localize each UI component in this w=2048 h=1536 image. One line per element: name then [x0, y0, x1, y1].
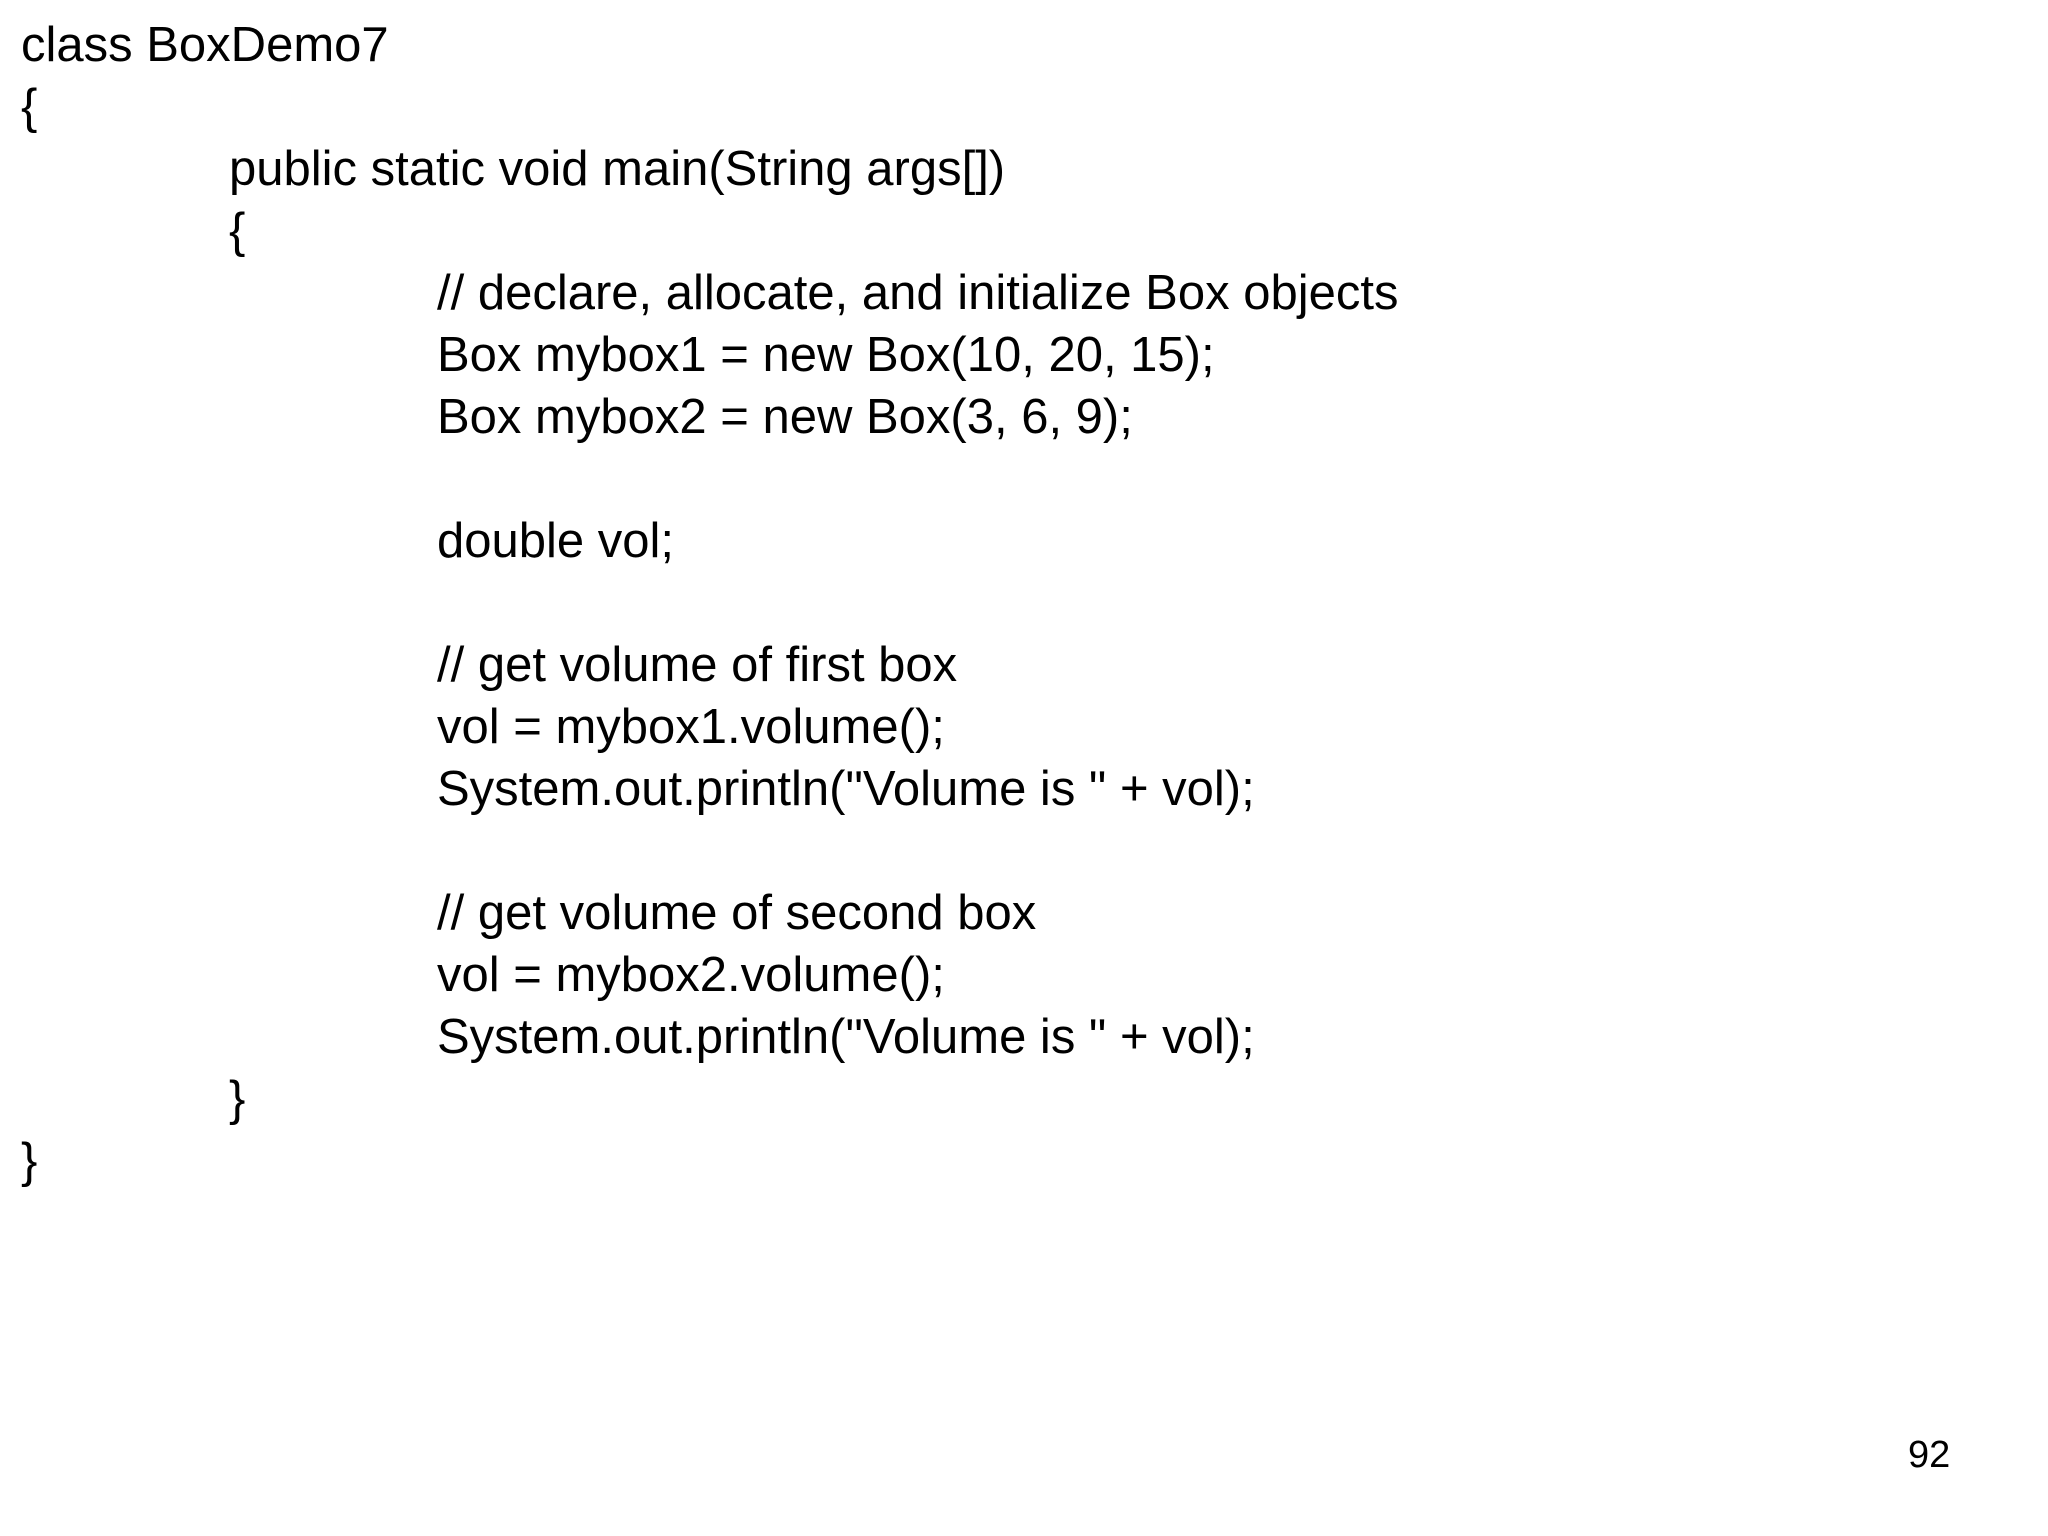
code-line-vol-mybox1: vol = mybox1.volume(); [437, 700, 945, 754]
code-line-vol-mybox2: vol = mybox2.volume(); [437, 948, 945, 1002]
code-line-mybox2: Box mybox2 = new Box(3, 6, 9); [437, 390, 1133, 444]
code-line-mybox1: Box mybox1 = new Box(10, 20, 15); [437, 328, 1215, 382]
code-line-class-declaration: class BoxDemo7 [21, 18, 389, 72]
code-line-blank [21, 820, 1921, 882]
code-line-comment-second-box: // get volume of second box [437, 886, 1037, 940]
code-line-println-first: System.out.println("Volume is " + vol); [437, 762, 1255, 816]
code-line-blank [21, 572, 1921, 634]
page-number: 92 [1908, 1434, 1951, 1476]
code-line-println-second: System.out.println("Volume is " + vol); [437, 1010, 1255, 1064]
code-line-main-close-brace: } [229, 1072, 246, 1126]
code-line-main-signature: public static void main(String args[]) [229, 142, 1006, 196]
code-line-comment-first-box: // get volume of first box [437, 638, 958, 692]
code-line-main-open-brace: { [229, 204, 246, 258]
code-line-class-open-brace: { [21, 80, 38, 134]
code-line-comment-declare: // declare, allocate, and initialize Box objects [437, 266, 1399, 320]
code-line-blank [21, 448, 1921, 510]
code-line-class-close-brace: } [21, 1134, 38, 1188]
code-line-double-vol: double vol; [437, 514, 675, 568]
code-block [21, 14, 1921, 1192]
